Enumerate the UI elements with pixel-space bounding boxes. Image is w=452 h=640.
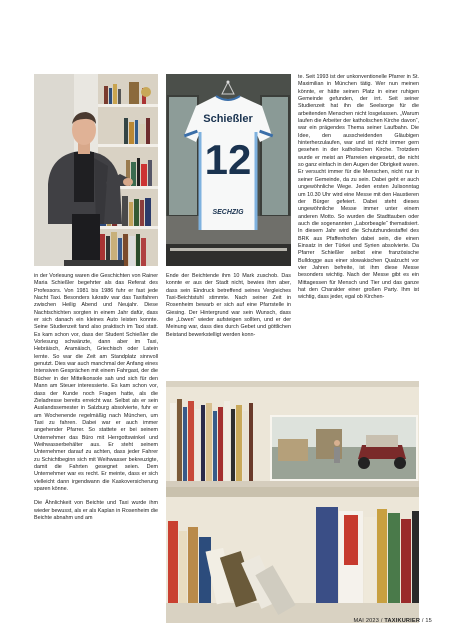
col3-paragraph-1: te. Seit 1993 ist der unkonventionelle Pfarrer in St. Maximilian in München tätig. Wer nun meinen könnte, er hätte seinen Platz in einer ruhigen Gemeinde gefunden, der irrt. Seit seiner Studienzeit hat ihn die Seelsorge für die arbeitenden Menschen nicht losgelassen. „Warum laufen die Arbeiter der katholischen Kirche davon“, war ein prägendes Thema seiner Laufbahn. Die Idee, den ausscheidenden Gläubigen hinterherzulaufen, war und ist nicht immer gern gesehen in der katholischen Kirche. Trotzdem wurde er meist an Pfarreien eingesetzt, die nicht so ganz einfach in den Augen der Obrigkeit waren. Er versucht immer für die Menschen, nicht nur in seiner Gemeinde, da zu sein. Dabei geht er auch ungewöhnliche Wege. Jeden ersten Julisonntag um 10.30 Uhr wird eine Messe mit den Haustieren der Bürger gefeiert. Dabei steht dieses ungewöhnliche Messe immer unter einem anderen Motto. So wurden die Stadttauben oder auch die sogenannten „Laborbeagle“ thematisiert. In diesem Jahr wird die Schutzhundestaffel des BRK aus Pfaffenhofen dabei sein, die einen Einsatz in der Türkei und Syrien absolvierte. Da Pfarrer Schießler selbst eine französische Bulldogge aus einer slowakischen Qualzucht vor vier Jahren befreite, ist ihm diese Messe besonders wichtig. Nach der Messe gibt es ein Mittagessen für Mensch und Tier und das ganze hat den Charakter einer großen Party. Ihm ist wichtig, dass jeder, egal ob Kirchen-: [298, 74, 419, 301]
jersey-sponsor: SECHZIG: [212, 209, 244, 216]
portrait-illustration: [34, 74, 158, 266]
col1-paragraph-2: Die Ähnlichkeit von Beichte und Taxi wurde ihm wieder bewusst, als er als Kaplan in Rosenheim die Beichte abnahm und am: [34, 500, 158, 521]
text-column-2: [166, 273, 291, 339]
col2-paragraph-1: Ende der Beichtende ihm 10 Mark zuschob. Das konnte er aus der Stadt nicht, bewies ihm aber, dass sein Eindruck betreffend seines Vergleiches Taxi-Beichtstuhl stimmte. Nach seiner Zeit in Rosenheim bewarb er sich auf eine Pfarrstelle in Giesing. Der Hintergrund war sein Wunsch, dass die „Löwen“ wieder aufsteigen sollten, und er der Meinung war, dass dies durch Gebet und göttlichen Beistand bewerkstelligt werden konn-: [166, 273, 291, 338]
footer-page-number: / 15: [420, 618, 432, 624]
portrait-photo: [34, 74, 158, 266]
bookshelf-photo: [166, 381, 419, 623]
jersey-photo: [166, 74, 291, 266]
bookshelf-illustration: [166, 381, 419, 623]
page-footer: [354, 618, 432, 624]
col1-paragraph-1: in der Vorlesung waren die Geschichten von Rainer Maria Schießler begehrter als das Referat des Professors. Von 1981 bis 1986 fuhr er fast jede Nacht Taxi. Besonders lukrativ war das Taxifahren zwischen Heilig Abend und Neujahr. Diese Nachtschichten sorgten in einem Jahr dafür, dass er sich danach ein kleines Auto leisten konnte. Seine Studienzeit fand also praktisch im Taxi statt. Es kam schon vor, dass der Student Schießler die Vorlesung schwänzte, dann aber im Taxi, Hebräisch, Aramäisch, Griechisch oder Latein lernte. So war die Zeit am Standplatz sinnvoll genutzt. Dies war auch manchmal der Anfang eines Intensiven Gesprächen mit einem Fahrgast, der die Bücher in der Mittelkonsole sah und sich für den Mann am Steuer interessierte. Es kam schon vor, dass der Kunde noch Fragen hatte, als die Zieladresse bereits erreicht war. Selbst als er sein Auslandssemester in Salzburg absolvierte, fuhr er am Wochenende regelmäßig nach München, um Taxi zu fahren. Dabei war er auch immer angehender Pfarrer. So stattete er bei seinem Unternehmer das Büro mit Herrgottswinkel und Weihwasserbehälter aus. Er steht seinem Unternehmer darauf zu achten, dass jeder Fahrer zu Schichtbeginn sich mit Weihwasser bekreuzigte, damit die Fahrten gesegnet seien. Dem Unternehmer war es recht. Er meinte, dass er sich vielleicht dann irgendwann die Kaskoversicherung sparen könne.: [34, 273, 158, 492]
jersey-illustration: [166, 74, 291, 266]
text-column-3: [298, 74, 419, 302]
footer-magazine: TAXIKURIER: [384, 618, 421, 624]
jersey-number: 12: [204, 136, 252, 183]
footer-issue: MAI 2023 /: [353, 618, 385, 624]
jersey-name: Schießler: [203, 113, 253, 125]
text-column-1: [34, 273, 158, 522]
